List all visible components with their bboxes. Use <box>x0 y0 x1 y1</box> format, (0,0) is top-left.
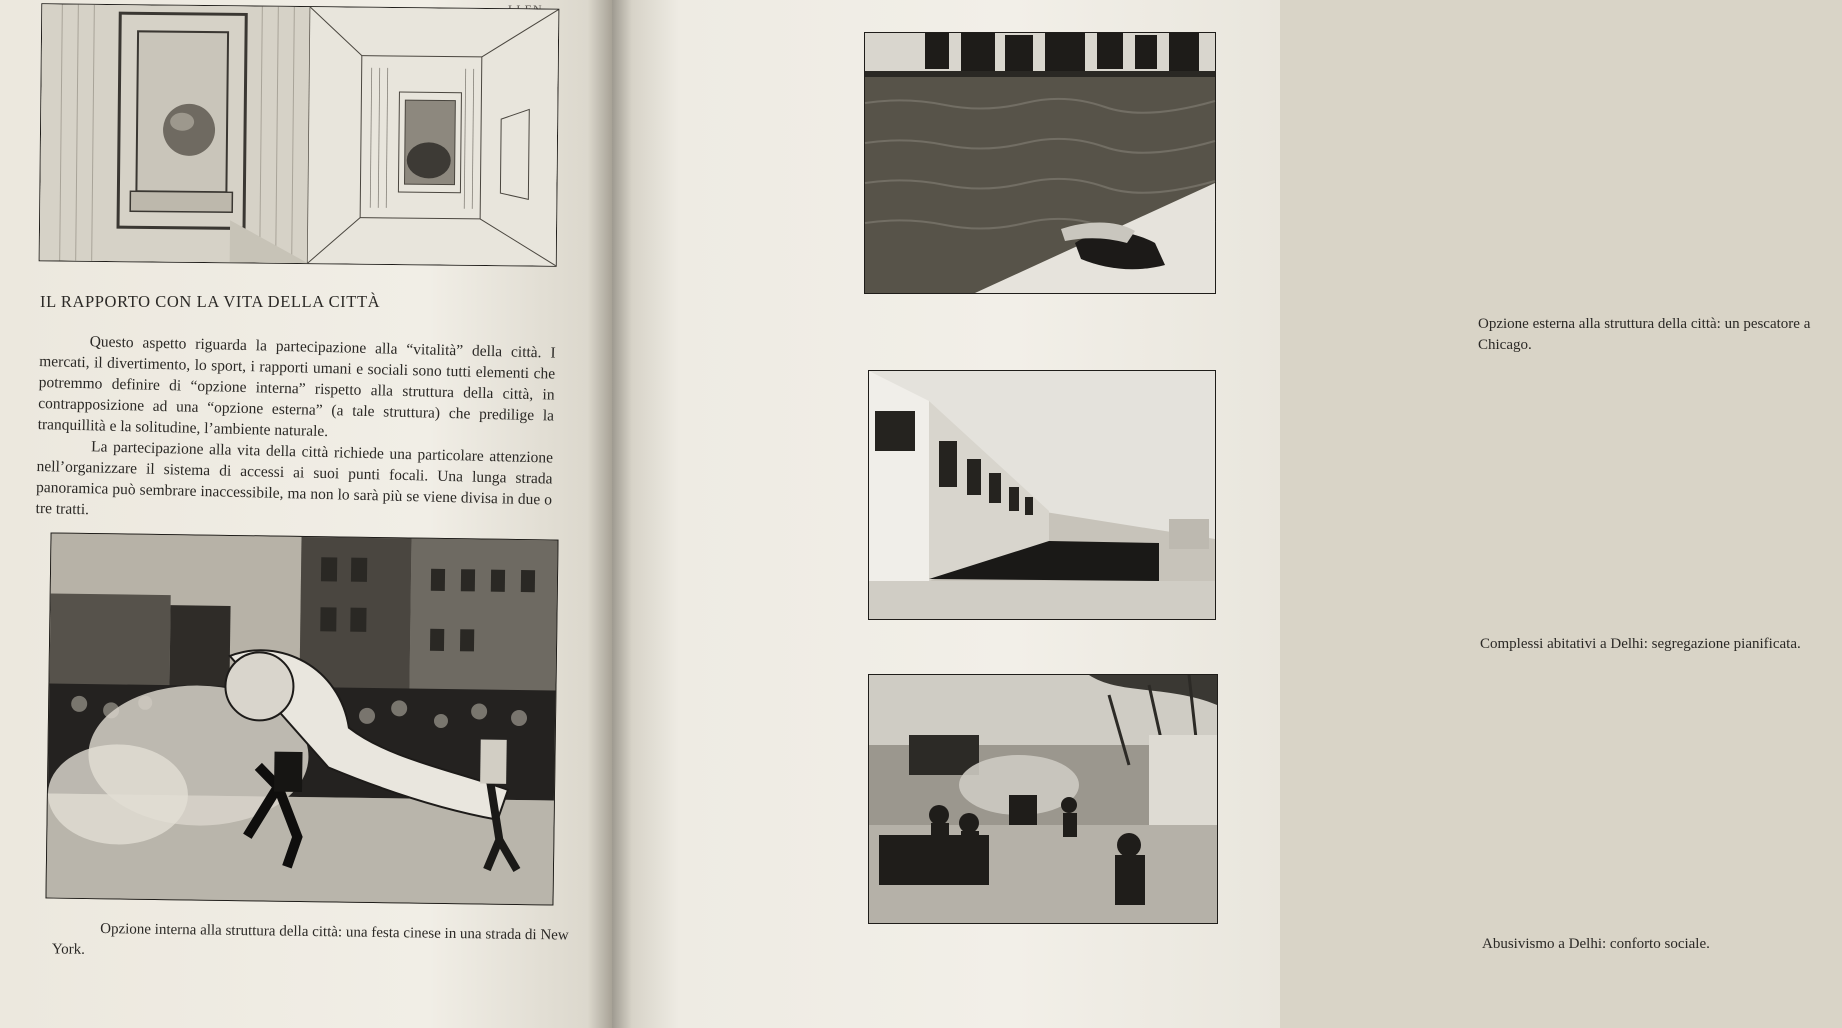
delhi-squatter-photo <box>868 674 1218 924</box>
body-paragraph-2: La partecipazione alla vita della città richiede una particolare attenzione nell’organizzare il sistema di accessi ai suoi punti focali. Una lunga strada panoramica può sembrare inaccessibile, ma non lo sarà più se viene divisa in due o tre tratti. <box>35 438 554 519</box>
delhi-housing-caption: Complessi abitativi a Delhi: segregazione pianificata. <box>1480 636 1801 652</box>
delhi-housing-photo <box>868 370 1216 620</box>
chicago-caption: Opzione esterna alla struttura della città: un pescatore a Chicago. <box>1478 316 1811 353</box>
window-sketch-figure <box>39 3 560 266</box>
body-text <box>35 330 555 532</box>
section-heading: IL RAPPORTO CON LA VITA DELLA CITTÀ <box>40 292 381 311</box>
left-page <box>0 0 612 1028</box>
chinese-festival-photo <box>45 532 558 905</box>
right-page <box>612 0 1811 1028</box>
chicago-fisherman-photo <box>864 32 1216 294</box>
body-paragraph-1: Questo aspetto riguarda la partecipazione alla “vitalità” della città. I mercati, il divertimento, lo sport, i rapporti umani e sociali sono tutti elementi che potremmo definire di “opzione interna” rispetto alla struttura della città, in contrapposizione ad una “opzione esterna” (a tale struttura) che predilige la tranquillità e la solitudine, l’ambiente naturale. <box>37 333 556 441</box>
festival-caption: Opzione interna alla struttura della città: una festa cinese in una strada di New York. <box>51 921 569 958</box>
delhi-squatter-caption: Abusivismo a Delhi: conforto sociale. <box>1482 936 1710 952</box>
